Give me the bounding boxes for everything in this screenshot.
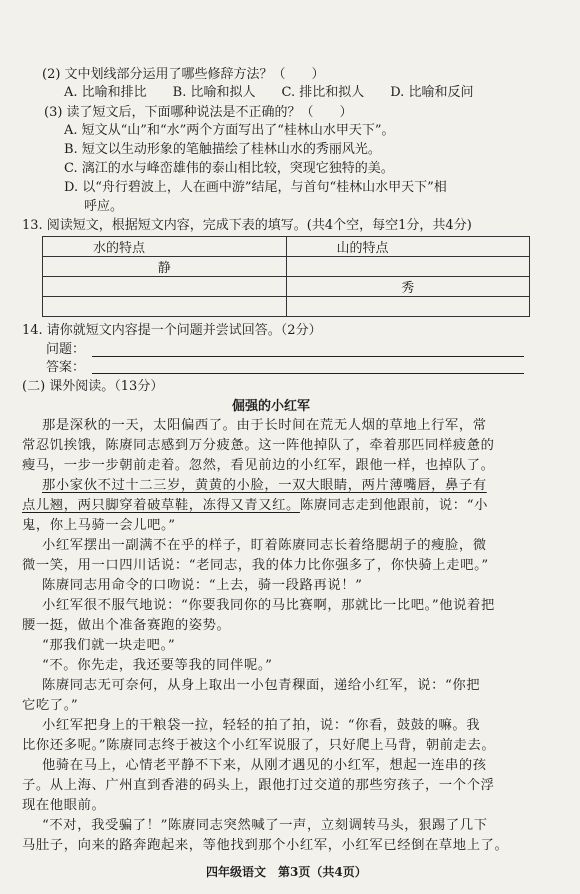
q13-cell-water-3[interactable] <box>43 297 287 317</box>
story-p2-line1-underlined: 那小家伙不过十二三岁，黄黄的小脸，一双大眼睛，两片薄嘴唇，鼻子有 <box>42 478 487 493</box>
q13-table <box>42 236 530 317</box>
story-p3-line1: 小红军摆出一副满不在乎的样子，盯着陈赓同志长着络腮胡子的瘦脸，微 <box>42 538 487 553</box>
story-p2-line2 <box>22 497 488 514</box>
q13-cell-mountain-1[interactable] <box>286 257 530 277</box>
story-p11-line1: “不对，我受骗了！”陈赓同志突然喊了一声，立刻调转马头，狠踢了几下 <box>42 818 488 833</box>
story-p1-line3: 瘦马，一步一步朝前走着。忽然，看见前边的小红军，跟他一样，也掉队了。 <box>22 458 495 473</box>
story-p5-line2: 腰一挺，做出个准备赛跑的姿势。 <box>22 618 231 633</box>
q3-option-b: B. 短文以生动形象的笔触描绘了桂林山水的秀丽风光。 <box>64 142 381 157</box>
q13-cell-water-2[interactable] <box>43 277 287 297</box>
story-title: 倔强的小红军 <box>232 399 311 414</box>
q13-stem: 13. 阅读短文，根据短文内容，完成下表的填写。(共4个空，每空1分，共4分) <box>22 218 472 233</box>
q14-answer-label: 答案： <box>46 360 86 375</box>
story-p10-line2: 子。从上海、广州直到香港的码头上，跟他打过交道的那些穷孩子，一个个浮 <box>22 778 495 793</box>
story-p8-line2: 它吃了。” <box>22 698 79 713</box>
story-p6: “那我们就一块走吧。” <box>42 638 176 653</box>
section-heading: (二) 课外阅读。（13分） <box>22 379 164 394</box>
q14-answer-blank[interactable] <box>92 373 524 374</box>
q14-question-blank[interactable] <box>92 356 524 357</box>
q3-option-d: D. 以“舟行碧波上，人在画中游”结尾，与首句“桂林山水甲天下”相 <box>64 180 447 195</box>
story-p4: 陈赓同志用命令的口吻说：“上去，骑一段路再说！” <box>42 578 363 593</box>
q3-stem: (3) 读了短文后，下面哪种说法是不正确的？（ ） <box>44 105 353 120</box>
q3-option-c: C. 漓江的水与峰峦雄伟的泰山相比较，突现它独特的美。 <box>64 161 394 176</box>
q2-stem: (2) 文中划线部分运用了哪些修辞方法？（ ） <box>42 67 325 82</box>
story-p8-line1: 陈赓同志无可奈何，从身上取出一小包青稞面，递给小红军，说：“你把 <box>42 678 481 693</box>
story-p11-line2: 马肚子，向来的路奔跑起来，等他找到那个小红军，小红军已经倒在草地上了。 <box>22 838 509 853</box>
q2-options: A. 比喻和排比 B. 比喻和拟人 C. 排比和拟人 D. 比喻和反问 <box>64 85 474 100</box>
q14-stem: 14. 请你就短文内容提一个问题并尝试回答。（2分） <box>22 323 322 338</box>
story-p1-line2: 常忍饥挨饿，陈赓同志感到万分疲惫。这一阵他掉队了，牵着那匹同样疲惫的 <box>22 438 495 453</box>
story-p2-rest: 陈赓同志走到他跟前，说：“小 <box>299 498 488 513</box>
story-p3-line2: 微一笑，用一口四川话说：“老同志，我的体力比你强多了，你快骑上走吧。” <box>22 558 489 573</box>
page-footer: 四年级语文 第3页（共4页） <box>206 865 367 879</box>
story-p7: “不。你先走，我还要等我的同伴呢。” <box>42 658 273 673</box>
q3-option-a: A. 短文从“山”和“水”两个方面写出了“桂林山水甲天下”。 <box>64 123 395 138</box>
story-p1-line1: 那是深秋的一天，太阳偏西了。由于长时间在荒无人烟的草地上行军，常 <box>42 418 487 433</box>
q13-header-mountain: 山的特点 <box>286 237 530 257</box>
q13-header-water: 水的特点 <box>43 237 287 257</box>
story-p9-line1: 小红军把身上的干粮袋一拉，轻轻的拍了拍，说：“你看，鼓鼓的嘛。我 <box>42 718 481 733</box>
q13-cell-mountain-2: 秀 <box>286 277 530 297</box>
story-p2-line3: 鬼，你上马骑一会儿吧。” <box>22 518 176 533</box>
story-p10-line3: 现在他眼前。 <box>22 798 106 813</box>
story-p5-line1: 小红军很不服气地说：“你要我同你的马比赛啊，那就比一比吧。”他说着把 <box>42 598 495 613</box>
q13-cell-water-1: 静 <box>43 257 287 277</box>
story-p10-line1: 他骑在马上，心情老平静不下来，从刚才遇见的小红军，想起一连串的孩 <box>42 758 487 773</box>
story-p9-line2: 比你还多呢。”陈赓同志终于被这个小红军说服了，只好爬上马背，朝前走去。 <box>22 738 496 753</box>
q3-option-d-cont: 呼应。 <box>84 199 124 214</box>
q14-question-label: 问题： <box>46 342 86 357</box>
story-p2-underlined-part: 点儿翘，两只脚穿着破草鞋，冻得又青又红。 <box>22 498 300 513</box>
q13-cell-mountain-3[interactable] <box>286 297 530 317</box>
